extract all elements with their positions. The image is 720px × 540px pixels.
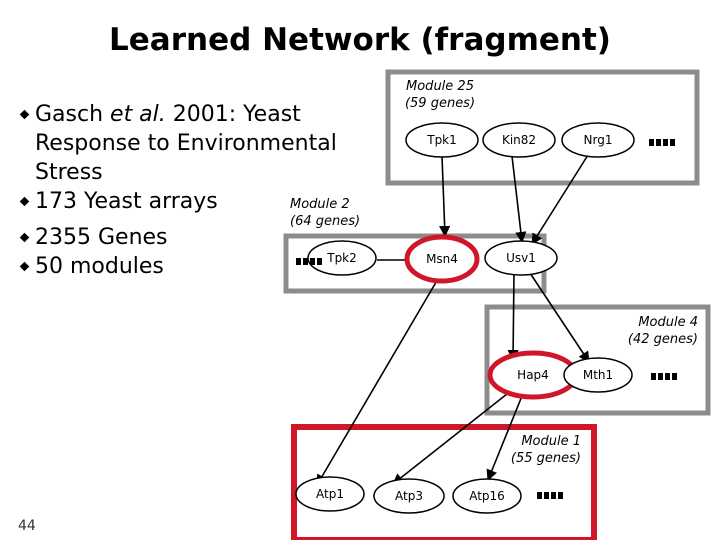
svg-text:Hap4: Hap4 (517, 368, 549, 382)
ellipsis-module4-icon (651, 373, 677, 380)
edge-msn4-atp1 (317, 272, 442, 485)
node-hap4 (490, 353, 576, 397)
edge-kin82-usv1 (512, 156, 522, 242)
svg-text:Tpk1: Tpk1 (427, 133, 457, 147)
node-atp3 (374, 479, 444, 513)
svg-text:Tpk2: Tpk2 (327, 251, 357, 265)
svg-text:Kin82: Kin82 (501, 133, 537, 147)
genes-text: 2355 Genes (35, 225, 168, 250)
node-tpk1 (406, 123, 478, 157)
gasch-et-al: et al. (110, 102, 166, 127)
module-1-name: Module 1 (521, 434, 581, 449)
ellipsis-module25-icon (649, 139, 675, 146)
node-atp16 (453, 479, 521, 513)
module-2-size: (64 genes) (290, 214, 361, 229)
node-msn4 (407, 237, 477, 281)
module-25-name: Module 25 (406, 79, 474, 94)
svg-text:Atp3: Atp3 (395, 489, 423, 503)
module-2-name: Module 2 (290, 197, 350, 212)
node-kin82 (483, 123, 555, 157)
edge-usv1-hap4 (513, 273, 514, 360)
gasch-prefix: Gasch (35, 102, 111, 127)
arrays-text: 173 Yeast arrays (35, 189, 218, 214)
svg-text:Mth1: Mth1 (582, 368, 614, 382)
slide-number: 44 (18, 518, 36, 534)
slide-title: Learned Network (fragment) (109, 22, 611, 58)
svg-text:Usv1: Usv1 (506, 251, 536, 265)
gasch-line2: Response to Environmental (35, 131, 337, 156)
node-atp1 (296, 477, 364, 511)
edge-usv1-mth1 (530, 273, 589, 362)
module-25-size: (59 genes) (404, 96, 476, 111)
gasch-line3: Stress (35, 160, 103, 185)
svg-text:Nrg1: Nrg1 (583, 133, 613, 147)
module-1-size: (55 genes) (510, 451, 581, 466)
modules-text: 50 modules (35, 254, 164, 279)
module-4-size: (42 genes) (627, 332, 698, 347)
node-usv1 (485, 241, 557, 275)
module-4-name: Module 4 (638, 315, 698, 330)
edge-hap4-atp3 (393, 390, 512, 484)
gasch-line1-rest: 2001: Yeast (165, 102, 301, 127)
edge-tpk1-msn4 (442, 156, 445, 236)
ellipsis-module1-icon (537, 492, 563, 499)
svg-text:Atp16: Atp16 (469, 489, 505, 503)
svg-text:Msn4: Msn4 (426, 252, 458, 266)
svg-text:Atp1: Atp1 (316, 487, 344, 501)
edge-nrg1-usv1 (532, 155, 588, 244)
node-mth1 (564, 358, 632, 392)
node-nrg1 (562, 123, 634, 157)
